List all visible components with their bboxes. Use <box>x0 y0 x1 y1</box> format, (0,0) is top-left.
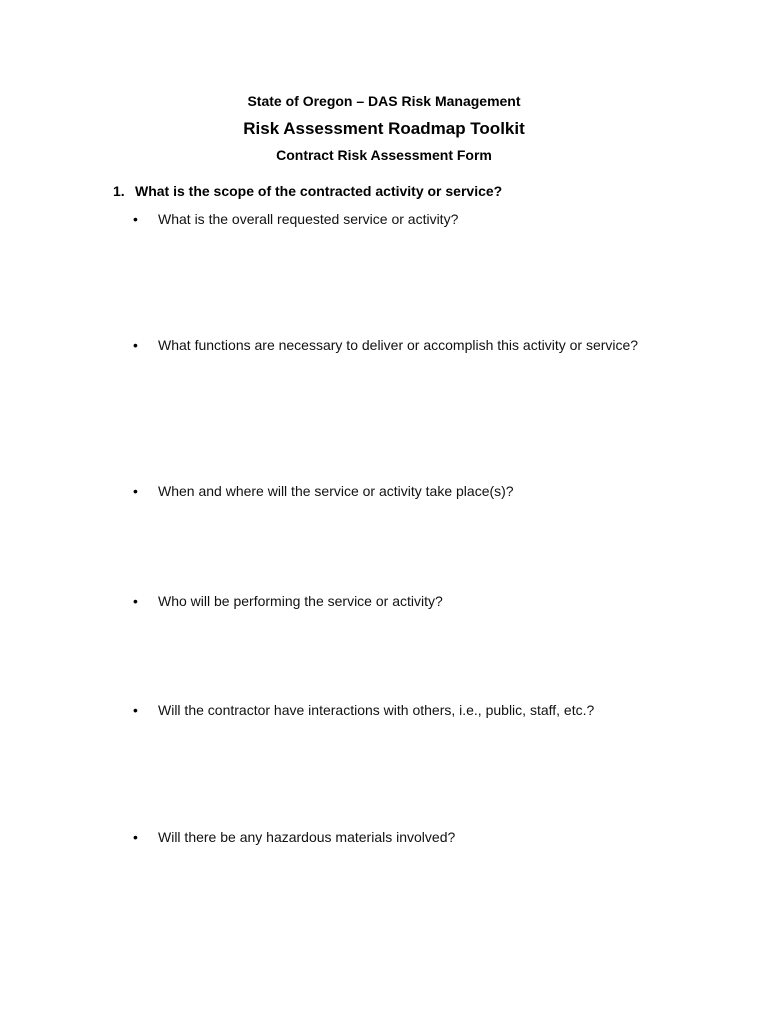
bullet-icon: • <box>133 337 138 353</box>
list-item-text: What functions are necessary to deliver or accomplish this activity or service? <box>158 337 639 353</box>
question-text: What is the scope of the contracted activity or service? <box>135 183 503 199</box>
list-item-text: Will there be any hazardous materials involved? <box>158 829 456 845</box>
list-item-text: What is the overall requested service or activity? <box>158 211 459 227</box>
bullet-icon: • <box>133 211 138 227</box>
list-item-text: When and where will the service or activity take place(s)? <box>158 483 514 499</box>
document-title: Risk Assessment Roadmap Toolkit <box>243 119 525 138</box>
question-1 <box>113 183 502 199</box>
list-item <box>133 591 653 611</box>
list-item-text: Who will be performing the service or activity? <box>158 593 443 609</box>
list-item <box>133 209 653 229</box>
list-item <box>133 481 653 501</box>
bullet-icon: • <box>133 829 138 845</box>
list-item-text: Will the contractor have interactions with others, i.e., public, staff, etc.? <box>158 702 595 718</box>
list-item <box>133 700 653 720</box>
bullet-icon: • <box>133 483 138 499</box>
bullet-icon: • <box>133 702 138 718</box>
form-subtitle: Contract Risk Assessment Form <box>276 147 492 163</box>
question-number: 1. <box>113 183 125 199</box>
bullet-icon: • <box>133 593 138 609</box>
list-item <box>133 827 653 847</box>
organization-heading: State of Oregon – DAS Risk Management <box>247 93 521 109</box>
list-item <box>133 335 653 355</box>
